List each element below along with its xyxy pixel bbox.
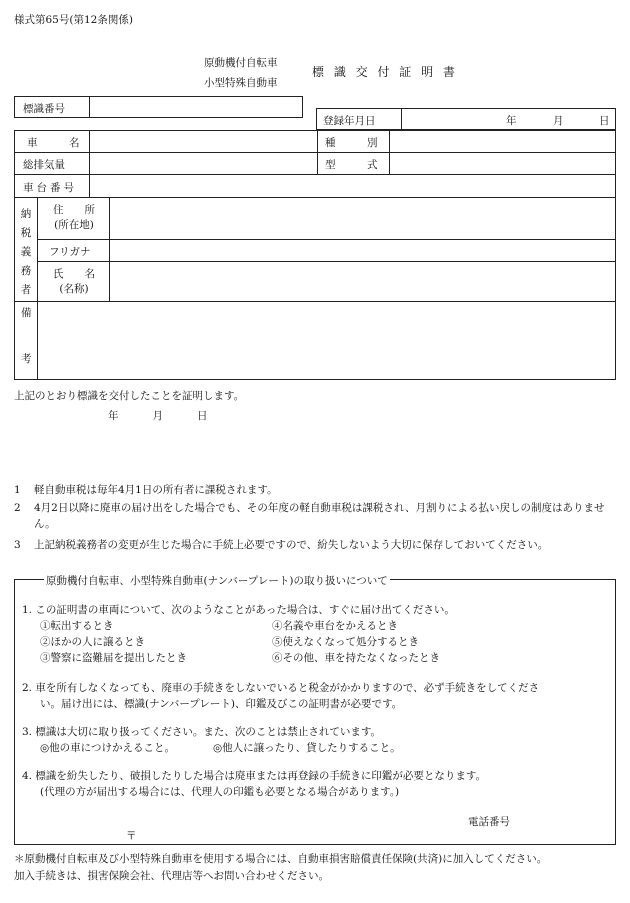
note-item: 1 軽自動車税は毎年4月1日の所有者に課税されます。: [14, 484, 278, 496]
vehicle-info-table: [14, 130, 616, 380]
registration-date-label: 登録年月日: [323, 115, 376, 127]
remarks-label-top: 備: [21, 307, 32, 319]
displacement-label: 総排気量: [23, 159, 65, 171]
vehicle-type-label: 種 別: [325, 137, 378, 149]
plate-number-field[interactable]: [91, 98, 300, 116]
plate-number-row: [14, 96, 303, 118]
certification-text: 上記のとおり標識を交付したことを証明します。: [14, 390, 245, 402]
vehicle-types: [204, 53, 278, 93]
insurance-contact: 加入手続きは、損害保険会社、代理店等へお問い合わせください。: [14, 870, 329, 882]
taxpayer-label: 納 税 義 務 者: [20, 208, 32, 296]
name-field[interactable]: [111, 263, 613, 300]
certificate-title: 標 識 交 付 証 明 書: [312, 65, 458, 79]
registration-day: 日: [599, 115, 610, 127]
form-number: 様式第65号(第12条関係): [14, 14, 133, 26]
address-label: 住 所 (所在地): [53, 204, 95, 231]
case-item: ⑥その他、車を持たなくなったとき: [272, 652, 440, 664]
note-item: 2 4月2日以降に廃車の届け出をした場合でも、その年度の軽自動車税は課税され、月割りによる払い戻しの制度はありません。: [14, 502, 605, 530]
model-label: 型 式: [325, 159, 378, 171]
note-item: 3 上記納税義務者の変更が生じた場合に手続上必要ですので、紛失しないよう大切に保存しておいてください。: [14, 539, 549, 551]
registration-month: 月: [553, 115, 564, 127]
prohibition-item: ◎他人に譲ったり、貸したりすること。: [213, 742, 401, 754]
instruction-item-3: 3. 標識は大切に取り扱ってください。また、次のことは禁止されています。: [22, 726, 382, 738]
furigana-label: フリガナ: [49, 246, 91, 258]
vehicle-type-small-special: 小型特殊自動車: [204, 77, 278, 89]
remarks-label-bottom: 考: [21, 353, 32, 365]
instruction-item-2-cont: い。届け出には、標識(ナンバープレート)、印鑑及びこの証明書が必要です。: [40, 698, 403, 710]
certification-date: 年 月 日: [108, 410, 208, 422]
vehicle-type-field[interactable]: [391, 132, 613, 151]
case-item: ②ほかの人に譲るとき: [40, 636, 145, 648]
instruction-item-4-cont: (代理の方が届出する場合には、代理人の印鑑も必要となる場合があります。): [40, 786, 400, 798]
chassis-number-field[interactable]: [91, 176, 613, 196]
displacement-field[interactable]: [91, 154, 315, 173]
model-field[interactable]: [391, 154, 613, 173]
name-label: 氏 名 (名称): [53, 268, 95, 295]
vehicle-name-field[interactable]: [91, 132, 315, 151]
furigana-field[interactable]: [111, 241, 613, 260]
instructions-title: 原動機付自転車、小型特殊自動車(ナンバープレート)の取り扱いについて: [46, 575, 388, 587]
chassis-number-label: 車台番号: [23, 182, 77, 194]
postal-mark: 〒: [126, 830, 137, 842]
case-item: ③警察に盗難届を提出したとき: [40, 652, 187, 664]
insurance-notice: ＊原動機付自転車及び小型特殊自動車を使用する場合には、自動車損害賠償責任保険(共済)に加入してください。: [14, 853, 548, 865]
instruction-item-1: 1. この証明書の車両について、次のようなことがあった場合は、すぐに届け出てください。: [22, 604, 455, 616]
case-item: ⑤使えなくなって処分するとき: [272, 636, 419, 648]
case-item: ①転出するとき: [40, 620, 114, 632]
instruction-item-2: 2. 車を所有しなくなっても、廃車の手続きをしないでいると税金がかかりますので、必ず手続きをしてくださ: [22, 682, 540, 694]
prohibition-item: ◎他の車につけかえること。: [40, 742, 175, 754]
case-item: ④名義や車台をかえるとき: [272, 620, 398, 632]
registration-date-row: [316, 108, 616, 130]
registration-year: 年: [506, 115, 517, 127]
remarks-field[interactable]: [39, 303, 613, 379]
address-field[interactable]: [111, 199, 613, 237]
plate-number-label: 標識番号: [23, 103, 65, 115]
vehicle-type-moped: 原動機付自転車: [204, 57, 278, 69]
instruction-item-4: 4. 標識を紛失したり、破損したりした場合は廃車または再登録の手続きに印鑑が必要となります。: [22, 770, 487, 782]
phone-label: 電話番号: [468, 816, 510, 828]
vehicle-name-label: 車 名: [27, 137, 80, 149]
